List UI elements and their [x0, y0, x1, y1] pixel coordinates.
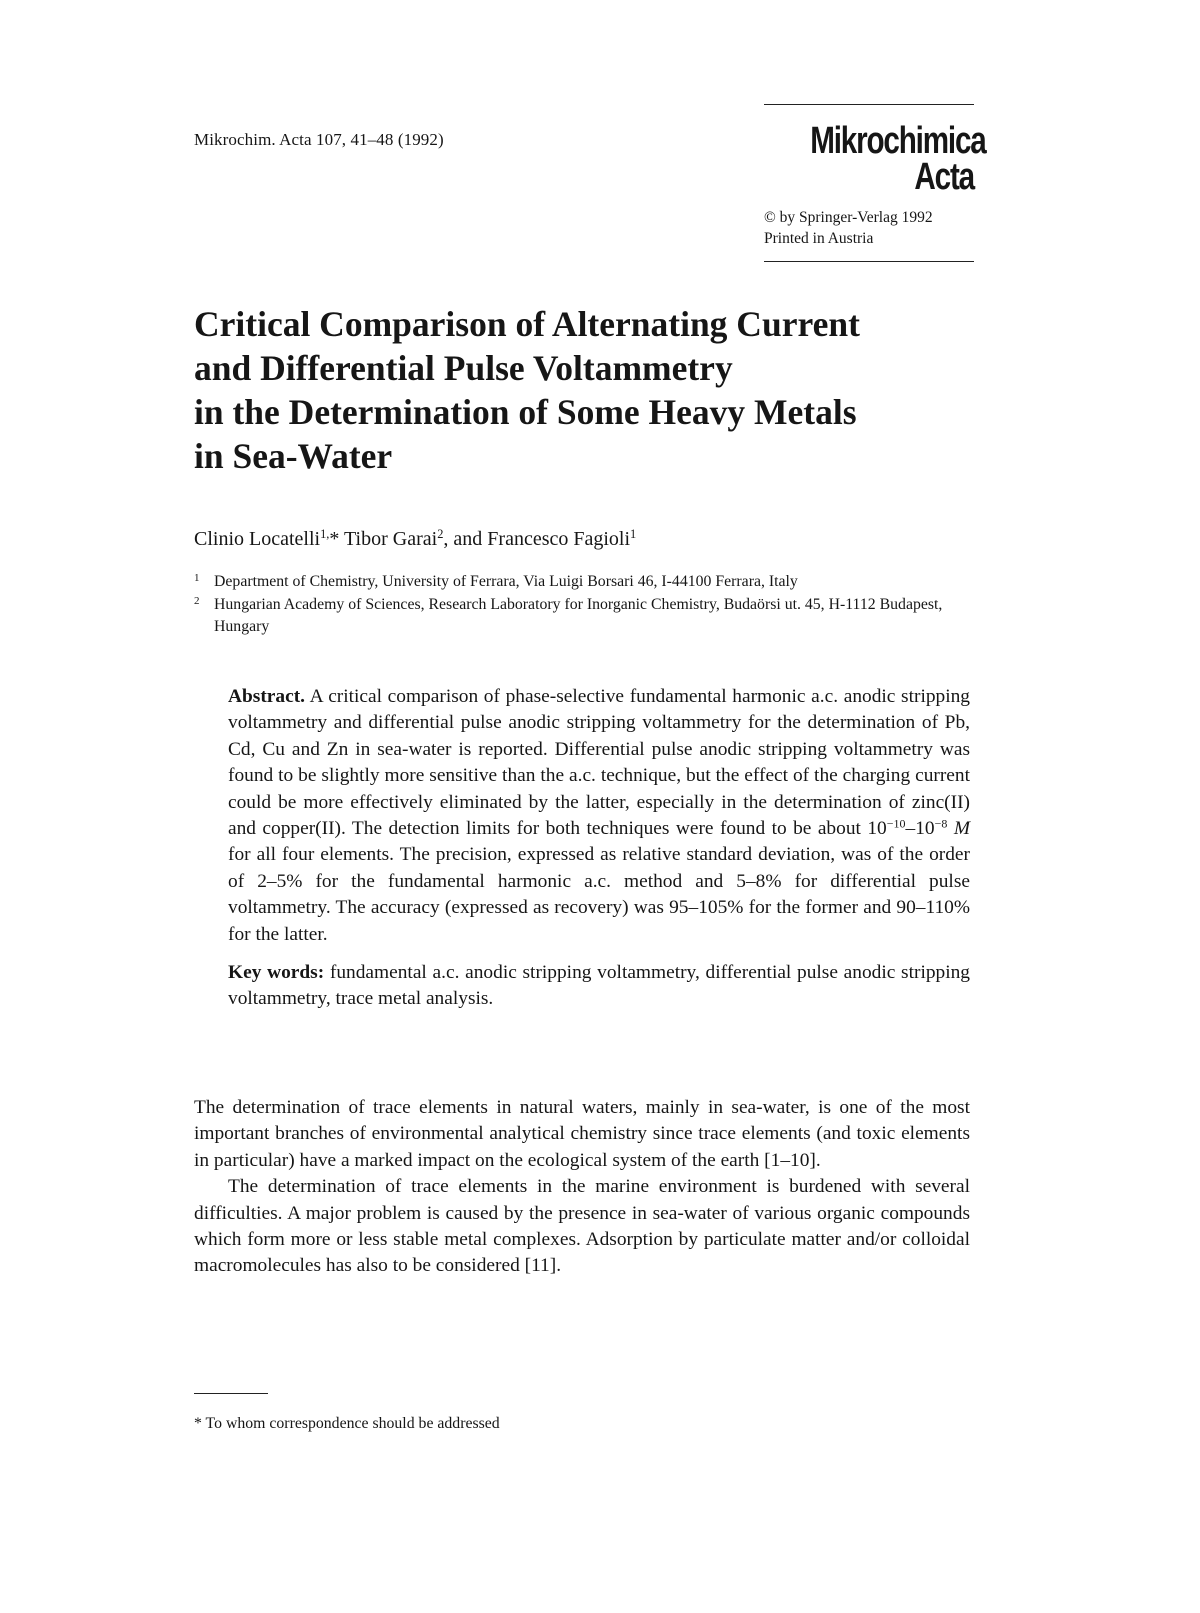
footnote: * To whom correspondence should be addressed: [194, 1415, 500, 1432]
title-line: in the Determination of Some Heavy Metals: [194, 392, 857, 432]
journal-name: [810, 120, 986, 198]
journal-name-line2: Acta: [914, 156, 974, 198]
affiliation-number: 2: [194, 594, 200, 607]
footnote-rule: [194, 1393, 268, 1394]
affiliations: [194, 571, 984, 639]
title-line: in Sea-Water: [194, 436, 393, 476]
percent-sign: %: [765, 870, 782, 892]
abstract-paragraph: [228, 684, 970, 948]
molar-unit: M: [947, 818, 970, 840]
abstract-text: A critical comparison of phase-selective fundamental harmonic a.c. anodic stripping voltammetry and differential pulse anodic stripping voltammetry for the determination of Pb, Cd, Cu and Zn in sea-water is reported. Differential pulse anodic stripping voltammetry was found to be slightly more sensitive than the a.c. technique, but the effect of the charging current could be more effectively eliminated by the latter, especially in the determination of zinc(II) and copper(II). The detection limits for both techniques were found to be about 10: [228, 686, 970, 840]
author-name: Tibor Garai: [339, 528, 438, 550]
author-list: [194, 528, 636, 551]
keywords-text: fundamental a.c. anodic stripping voltammetry, differential pulse anodic stripping voltammetry, trace metal analysis.: [228, 962, 970, 1010]
abstract-section: [228, 684, 970, 1013]
abstract-text: for all four elements. The precision, expressed as relative standard deviation, was of the order of 2–5: [228, 844, 970, 892]
percent-sign: %: [727, 897, 744, 919]
publisher-info: [764, 207, 974, 249]
keywords-paragraph: [228, 960, 970, 1013]
affiliation-item: [194, 594, 984, 639]
paper-title: [194, 302, 954, 478]
percent-sign: %: [953, 897, 970, 919]
author-name: Francesco Fagioli: [487, 528, 631, 550]
journal-masthead: [764, 104, 986, 262]
title-line: and Differential Pulse Voltammetry: [194, 348, 733, 388]
author-affiliation-mark: 1,: [320, 527, 330, 542]
percent-sign: %: [286, 870, 303, 892]
body-paragraph: The determination of trace elements in the marine environment is burdened with several difficulties. A major problem is caused by the presence in sea-water of various organic compounds which form more or less stable metal complexes. Adsorption by particulate matter and/or colloidal macromolecules has also to be considered [11].: [194, 1176, 970, 1277]
affiliation-text: Hungarian Academy of Sciences, Research Laboratory for Inorganic Chemistry, Budaörsi ut. 45, H-1112 Budapest, Hungary: [214, 595, 943, 635]
author-affiliation-mark: 1: [630, 527, 637, 542]
abstract-text: for the latter.: [228, 923, 328, 945]
body-paragraph: The determination of trace elements in natural waters, mainly in sea-water, is one of the most important branches of environmental analytical chemistry since trace elements (and toxic elements in particular) have a marked impact on the ecological system of the earth [1–10].: [194, 1097, 970, 1171]
journal-citation: Mikrochim. Acta 107, 41–48 (1992): [194, 130, 444, 149]
keywords-label: Key words:: [228, 962, 325, 984]
body-text: [194, 1095, 970, 1280]
affiliation-item: [194, 571, 984, 594]
masthead-top-rule: [764, 104, 974, 105]
corresponding-author-mark: *: [329, 528, 340, 550]
author-name: Clinio Locatelli: [194, 528, 321, 550]
journal-name-line1: Mikrochimica: [810, 120, 986, 162]
affiliation-text: Department of Chemistry, University of Ferrara, Via Luigi Borsari 46, I-44100 Ferrara, Italy: [214, 573, 798, 590]
printed-line: Printed in Austria: [764, 230, 874, 247]
author-separator: , and: [443, 528, 488, 550]
abstract-label: Abstract.: [228, 686, 306, 707]
masthead-bottom-rule: [764, 261, 974, 262]
abstract-text: for the former and 90–110: [743, 897, 954, 919]
exponent: −8: [934, 816, 948, 831]
author-affiliation-mark: 2: [437, 527, 444, 542]
title-line: Critical Comparison of Alternating Current: [194, 304, 860, 344]
abstract-text: for differential pulse voltammetry. The accuracy (expressed as recovery) was 95–105: [228, 870, 970, 919]
copyright-line: © by Springer-Verlag 1992: [764, 209, 933, 226]
abstract-text: –10: [905, 818, 935, 840]
abstract-text: for the fundamental harmonic a.c. method and 5–8: [302, 870, 766, 892]
exponent: −10: [886, 816, 906, 831]
affiliation-number: 1: [194, 572, 200, 584]
